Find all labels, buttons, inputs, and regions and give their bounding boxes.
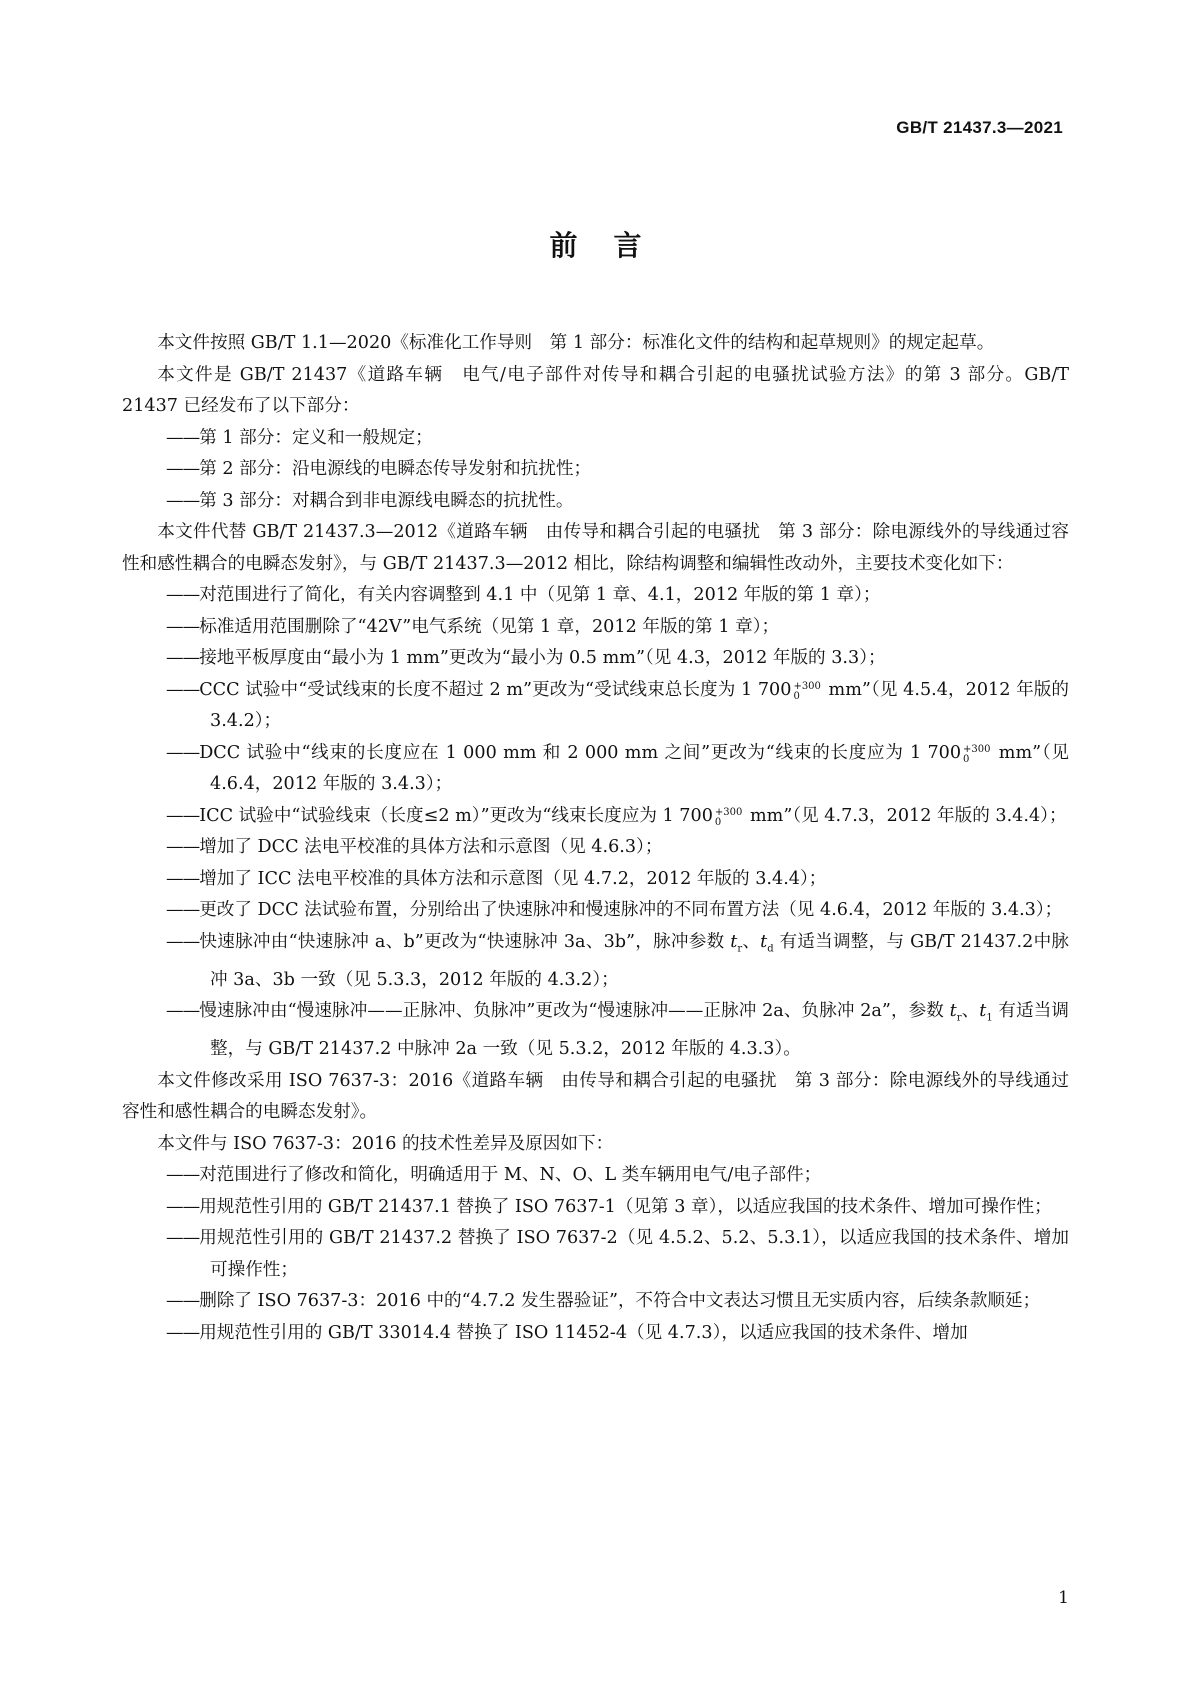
list-item — [122, 864, 1069, 896]
list-item-text: 第 2 部分：沿电源线的电瞬态传导发射和抗扰性； — [199, 459, 592, 479]
list-dash: —— — [166, 805, 200, 826]
list-item-text: 标准适用范围删除了“42V”电气系统（见第 1 章，2012 年版的第 1 章）； — [199, 616, 780, 637]
list-item — [122, 1223, 1069, 1286]
list-item — [122, 612, 1069, 644]
list-item-text: 更改了 DCC 法试验布置，分别给出了快速脉冲和慢速脉冲的不同布置方法（见 4.6.4，2012 年版的 3.4.3）； — [199, 900, 1063, 920]
list-dash: —— — [166, 616, 200, 637]
paragraph-differences-intro: 本文件与 ISO 7637-3：2016 的技术性差异及原因如下： — [157, 1133, 614, 1154]
param-subscript: d — [767, 943, 774, 955]
list-item-text: 慢速脉冲由“慢速脉冲——正脉冲、负脉冲”更改为“慢速脉冲——正脉冲 2a、负脉冲 2a”，参数 — [199, 1001, 950, 1022]
param-subscript: r — [956, 1012, 962, 1024]
list-item-text: CCC 试验中“受试线束的长度不超过 2 m”更改为“受试线束总长度为 1 700 — [199, 679, 792, 700]
list-item — [122, 486, 1069, 518]
tolerance-upper: +300 — [963, 743, 991, 755]
list-item-text: 有适当调整，与 GB/T 21437.2中脉冲 3a、3b 一致（见 5.3.3，2012 年版的 4.3.2）； — [210, 931, 1069, 990]
list-dash: —— — [166, 427, 200, 448]
list-dash: —— — [166, 1322, 200, 1343]
tolerance-mark — [715, 808, 742, 828]
list-dash: —— — [166, 1001, 200, 1022]
list-item — [122, 454, 1069, 486]
list-item-text: 接地平板厚度由“最小为 1 mm”更改为“最小为 0.5 mm”（见 4.3，2012 年版的 3.3）； — [199, 648, 886, 668]
list-item-text: 删除了 ISO 7637-3：2016 中的“4.7.2 发生器验证”，不符合中文表达习惯且无实质内容，后续条款顺延； — [199, 1291, 1041, 1312]
list-item-text: 对范围进行了简化，有关内容调整到 4.1 中（见第 1 章、4.1，2012 年版的第 1 章）； — [199, 585, 881, 605]
list-dash: —— — [166, 837, 200, 857]
param-symbol: t — [979, 1001, 987, 1022]
list-item — [122, 801, 1069, 833]
list-item — [122, 1192, 1069, 1224]
list-item-text: 用规范性引用的 GB/T 21437.2 替换了 ISO 7637-2（见 4.5.2、5.2、5.3.1），以适应我国的技术条件、增加可操作性； — [199, 1228, 1069, 1280]
list-item — [122, 675, 1069, 738]
list-dash: —— — [166, 900, 200, 920]
list-dash: —— — [166, 1291, 200, 1312]
list-item-text: ICC 试验中“试验线束（长度≤2 m）”更改为“线束长度应为 1 700 — [199, 805, 713, 826]
list-dash: —— — [166, 459, 200, 479]
list-item-text: 用规范性引用的 GB/T 33014.4 替换了 ISO 11452-4（见 4.7.3），以适应我国的技术条件、增加 — [199, 1322, 968, 1343]
list-dash: —— — [166, 742, 200, 763]
list-item — [122, 580, 1069, 612]
paragraph-series-info: 本文件是 GB/T 21437《道路车辆 电气/电子部件对传导和耦合引起的电骚扰试验方法》的第 3 部分。GB/T 21437 已经发布了以下部分： — [122, 364, 1069, 416]
list-item-text: DCC 试验中“线束的长度应在 1 000 mm 和 2 000 mm 之间”更改为“线束的长度应为 1 700 — [199, 742, 962, 763]
param-symbol: t — [949, 1001, 957, 1022]
list-item — [122, 643, 1069, 675]
list-item-text: 第 3 部分：对耦合到非电源线电瞬态的抗扰性。 — [199, 490, 574, 511]
list-item-text: mm”（见 4.5.4，2012 年版的 3.4.2）； — [210, 679, 1069, 731]
list-item-text: 增加了 DCC 法电平校准的具体方法和示意图（见 4.6.3）； — [199, 837, 663, 857]
standard-code: GB/T 21437.3—2021 — [896, 118, 1063, 137]
tolerance-mark — [963, 745, 990, 765]
list-dash: —— — [166, 1196, 200, 1217]
tolerance-lower: 0 — [793, 690, 800, 702]
list-dash: —— — [166, 679, 200, 700]
tolerance-lower: 0 — [714, 816, 722, 828]
list-item-text: 有适当调整，与 GB/T 21437.2 中脉冲 2a 一致（见 5.3.2，2012 年版的 4.3.3）。 — [210, 1001, 1069, 1060]
list-item — [122, 738, 1069, 801]
param-subscript: r — [737, 943, 743, 955]
list-item — [122, 423, 1069, 455]
list-item-text: 快速脉冲由“快速脉冲 a、b”更改为“快速脉冲 3a、3b”，脉冲参数 — [199, 931, 731, 952]
list-item-text: mm”（见 4.6.4，2012 年版的 3.4.3）； — [210, 742, 1069, 794]
param-symbol: t — [730, 931, 738, 952]
list-item — [122, 927, 1069, 997]
list-item-text: 增加了 ICC 法电平校准的具体方法和示意图（见 4.7.2，2012 年版的 3.4.4）； — [199, 868, 827, 889]
list-item-text: mm”（见 4.7.3，2012 年版的 3.4.4）； — [744, 805, 1067, 826]
param-symbol: t — [760, 931, 768, 952]
list-item-text: 第 1 部分：定义和一般规定； — [199, 427, 433, 448]
list-item — [122, 1318, 1069, 1350]
tolerance-lower: 0 — [963, 753, 970, 765]
list-dash: —— — [166, 585, 200, 605]
page-title: 前言 — [549, 229, 678, 262]
tolerance-mark — [793, 682, 820, 702]
paragraph-replacement-info: 本文件代替 GB/T 21437.3—2012《道路车辆 由传导和耦合引起的电骚扰 第 3 部分：除电源线外的导线通过容性和感性耦合的电瞬态发射》，与 GB/T 21437.3—2012 相比，除结构调整和编辑性改动外，主要技术变化如下： — [122, 522, 1069, 574]
list-dash: —— — [166, 931, 200, 952]
document-body — [122, 328, 1069, 1349]
list-item — [122, 832, 1069, 864]
list-item — [122, 1286, 1069, 1318]
tolerance-upper: +300 — [793, 680, 821, 692]
page-number: 1 — [1058, 1588, 1069, 1608]
list-item — [122, 895, 1069, 927]
tolerance-upper: +300 — [714, 806, 743, 818]
list-dash: —— — [166, 868, 200, 889]
paragraph-adoption-info: 本文件修改采用 ISO 7637-3：2016《道路车辆 由传导和耦合引起的电骚扰 第 3 部分：除电源线外的导线通过容性和感性耦合的电瞬态发射》。 — [122, 1070, 1069, 1123]
list-dash: —— — [166, 648, 200, 668]
list-item — [122, 1160, 1069, 1192]
separator: 、 — [961, 1001, 980, 1022]
list-dash: —— — [166, 1165, 200, 1186]
list-dash: —— — [166, 1228, 200, 1249]
list-item-text: 用规范性引用的 GB/T 21437.1 替换了 ISO 7637-1（见第 3 章），以适应我国的技术条件、增加可操作性； — [199, 1196, 1052, 1217]
paragraph-drafting-basis: 本文件按照 GB/T 1.1—2020《标准化工作导则 第 1 部分：标准化文件的结构和起草规则》的规定起草。 — [157, 333, 995, 353]
list-item — [122, 996, 1069, 1066]
param-subscript: 1 — [986, 1012, 993, 1024]
list-dash: —— — [166, 490, 200, 511]
list-item-text: 对范围进行了修改和简化，明确适用于 M、N、O、L 类车辆用电气/电子部件； — [199, 1165, 822, 1186]
separator: 、 — [742, 931, 761, 952]
